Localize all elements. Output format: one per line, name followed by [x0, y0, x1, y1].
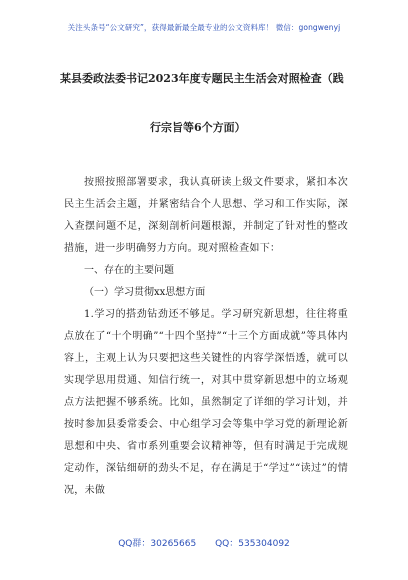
- section-heading: 一、存在的主要问题: [84, 265, 174, 276]
- header-promo-note: 关注头条号“公文研究”，获得最新最全最专业的公文资料库！ 微信：gongwenyj: [67, 23, 341, 32]
- document-title-line-1: 某县委政法委书记2023年度专题民主生活会对照检查（践: [60, 72, 344, 85]
- footer-qq-group: QQ群：30265665: [118, 539, 197, 549]
- footer-qq: QQ：535304092: [215, 539, 290, 549]
- item-paragraph: 1.学习的搭劲钻劲还不够足。学习研究新思想，往往将重点放在了“十个明确”“十四个坚持”“十三个方面成就”等具体内容上，主观上认为只要把这些关键性的内容学深悟透，就可以实现学思用贯通、知信行统一，对其中贯穿新思想中的立场观点方法把握不够系统。比如，虽然制定了详细的学习计划，并按时参加县委常委会、中心组学习会等集中学习党的新理论新思想和中央、省市系列重要会议精神等，但有时满足于完成规定动作，深钻细研的劲头不足，存在满足于“学过”“读过”的情况，未做: [64, 309, 348, 496]
- document-title-line-2: 行宗旨等6个方面）: [150, 121, 246, 134]
- document-body: [64, 172, 348, 502]
- intro-paragraph: 按照按照部署要求，我认真研读上级文件要求，紧扣本次民主生活会主题，并紧密结合个人思想、学习和工作实际，深入查摆问题不足，深刻剖析问题根源，并制定了针对性的整改措施，进一步明确努力方向。现对照检查如下：: [64, 177, 348, 254]
- subsection-heading: （一）学习贯彻xx思想方面: [84, 287, 206, 298]
- footer-contact: [0, 536, 408, 549]
